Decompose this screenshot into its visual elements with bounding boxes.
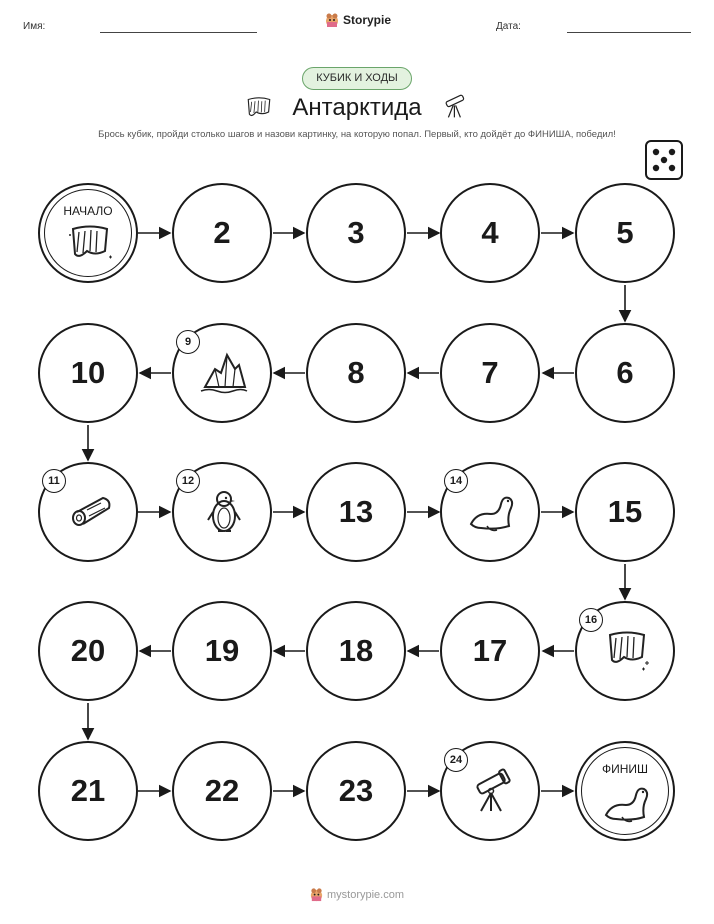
- cell-number-badge: 14: [444, 469, 468, 493]
- board-cell: 15: [575, 462, 675, 562]
- name-label: Имя:: [23, 21, 46, 32]
- board-cell: 7: [440, 323, 540, 423]
- start-label: НАЧАЛО: [63, 204, 113, 218]
- board-cell: 17: [440, 601, 540, 701]
- board-cell: 19: [172, 601, 272, 701]
- page-title: Антарктида: [292, 94, 422, 121]
- cell-number-badge: 16: [579, 608, 603, 632]
- cell-number-badge: 12: [176, 469, 200, 493]
- storypie-mascot-icon: [309, 887, 324, 902]
- board-cell: 10: [38, 323, 138, 423]
- seal-icon: [467, 486, 517, 536]
- log-icon: [65, 486, 115, 536]
- seal-icon: [602, 779, 652, 825]
- telescope-icon: [440, 92, 470, 120]
- instructions-text: Брось кубик, пройди столько шагов и назови картинку, на которую попал. Первый, кто дойдёт до ФИНИША, победил!: [98, 129, 616, 140]
- board-cell: 2: [172, 183, 272, 283]
- board-cell: 4: [440, 183, 540, 283]
- footer-url[interactable]: mystorypie.com: [327, 888, 405, 901]
- name-line[interactable]: [100, 32, 257, 33]
- cell-number-badge: 24: [444, 748, 468, 772]
- cell-number-badge: 9: [176, 330, 200, 354]
- board-cell: 5: [575, 183, 675, 283]
- board-cell: 18: [306, 601, 406, 701]
- board-cell-start: [38, 183, 138, 283]
- date-label: Дата:: [496, 21, 521, 32]
- game-type-badge: КУБИК И ХОДЫ: [302, 67, 412, 90]
- dice-icon: [645, 140, 683, 180]
- ice-shelf-icon: [602, 625, 652, 675]
- board-cell-finish: [575, 741, 675, 841]
- board-cell-picture: [440, 462, 540, 562]
- brand-name: Storypie: [343, 13, 392, 27]
- board-cell: 6: [575, 323, 675, 423]
- board-cell: 21: [38, 741, 138, 841]
- board-cell: 13: [306, 462, 406, 562]
- board-cell-picture: [440, 741, 540, 841]
- board-cell: 22: [172, 741, 272, 841]
- board-cell: 3: [306, 183, 406, 283]
- board-cell-picture: [172, 323, 272, 423]
- brand-logo: [324, 12, 391, 28]
- board-cell-picture: [575, 601, 675, 701]
- telescope-icon: [467, 765, 517, 815]
- board-cell: 20: [38, 601, 138, 701]
- board-cell-picture: [38, 462, 138, 562]
- ice-shelf-icon: [65, 221, 115, 267]
- date-line[interactable]: [567, 32, 691, 33]
- penguin-icon: [199, 486, 249, 536]
- board-cell-picture: [172, 462, 272, 562]
- finish-label: ФИНИШ: [601, 762, 649, 776]
- footer-brand: [309, 887, 404, 902]
- storypie-mascot-icon: [324, 12, 340, 28]
- cell-number-badge: 11: [42, 469, 66, 493]
- iceberg-icon: [199, 347, 249, 397]
- board-cell: 23: [306, 741, 406, 841]
- board-cell: 8: [306, 323, 406, 423]
